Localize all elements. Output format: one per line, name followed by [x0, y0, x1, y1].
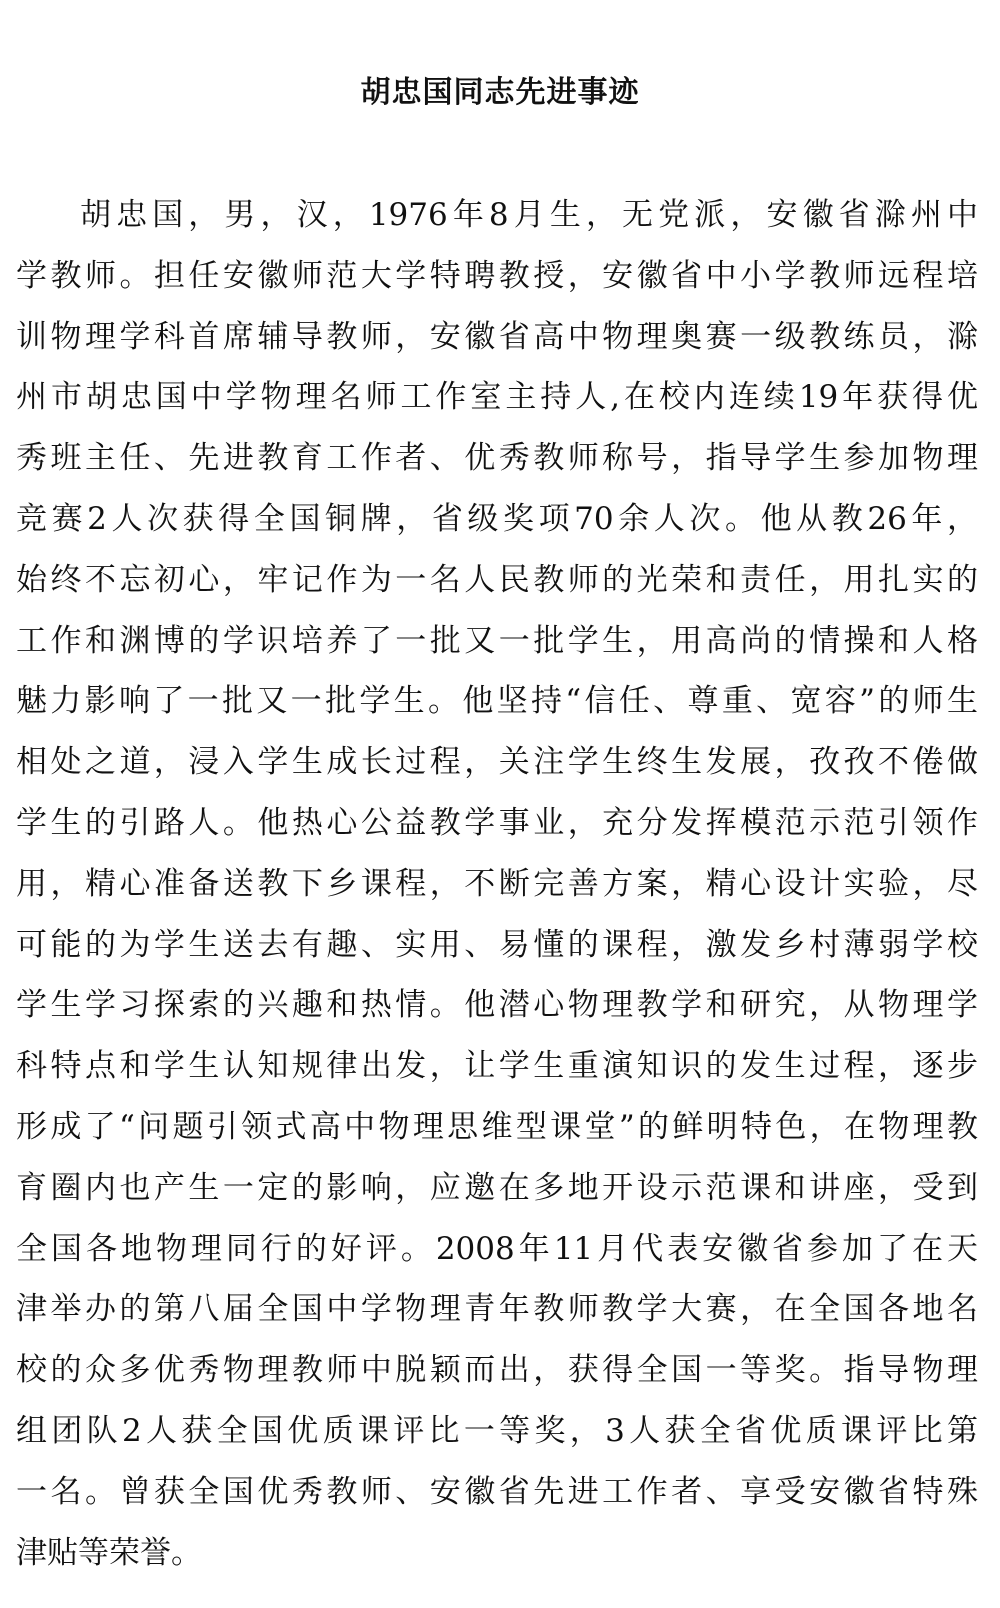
body-line: 学生学习探索的兴趣和热情。他潜心物理教学和研究，从物理学	[16, 987, 978, 1024]
body-line: 相处之道，浸入学生成长过程，关注学生终生发展，孜孜不倦做	[16, 744, 978, 781]
body-line: 胡忠国，男，汉，1976年8月生，无党派，安徽省滁州中	[80, 197, 978, 233]
body-line: 全国各地物理同行的好评。2008年11月代表安徽省参加了在天	[16, 1230, 978, 1267]
body-line: 学教师。担任安徽师范大学特聘教授，安徽省中小学教师远程培	[16, 257, 978, 294]
body-line: 工作和渊博的学识培养了一批又一批学生，用高尚的情操和人格	[16, 622, 978, 659]
body-line: 学生的引路人。他热心公益教学事业，充分发挥模范示范引领作	[16, 804, 978, 841]
body-line: 形成了“问题引领式高中物理思维型课堂”的鲜明特色，在物理教	[16, 1108, 978, 1145]
body-line: 津举办的第八届全国中学物理青年教师教学大赛，在全国各地名	[16, 1291, 978, 1328]
body-line: 校的众多优秀物理教师中脱颖而出，获得全国一等奖。指导物理	[16, 1352, 978, 1389]
body-line: 始终不忘初心，牢记作为一名人民教师的光荣和责任，用扎实的	[16, 561, 978, 598]
body-line: 训物理学科首席辅导教师，安徽省高中物理奥赛一级教练员，滁	[16, 318, 978, 355]
body-line: 组团队2人获全国优质课评比一等奖，3人获全省优质课评比第	[16, 1412, 978, 1449]
body-line: 秀班主任、先进教育工作者、优秀教师称号，指导学生参加物理	[16, 440, 978, 477]
body-line: 可能的为学生送去有趣、实用、易懂的课程，激发乡村薄弱学校	[16, 926, 978, 963]
body-line: 魅力影响了一批又一批学生。他坚持“信任、尊重、宽容”的师生	[16, 683, 978, 720]
body-line: 津贴等荣誉。	[16, 1534, 202, 1571]
document-title: 胡忠国同志先进事迹	[360, 75, 640, 110]
document-body	[16, 185, 978, 1583]
body-line: 州市胡忠国中学物理名师工作室主持人,在校内连续19年获得优	[16, 379, 978, 416]
body-line: 竞赛2人次获得全国铜牌，省级奖项70余人次。他从教26年，	[16, 500, 978, 537]
body-line: 科特点和学生认知规律出发，让学生重演知识的发生过程，逐步	[16, 1048, 978, 1085]
body-line: 一名。曾获全国优秀教师、安徽省先进工作者、享受安徽省特殊	[16, 1473, 978, 1510]
body-line: 用，精心准备送教下乡课程，不断完善方案，精心设计实验，尽	[16, 865, 978, 902]
body-line: 育圈内也产生一定的影响，应邀在多地开设示范课和讲座，受到	[16, 1169, 978, 1206]
